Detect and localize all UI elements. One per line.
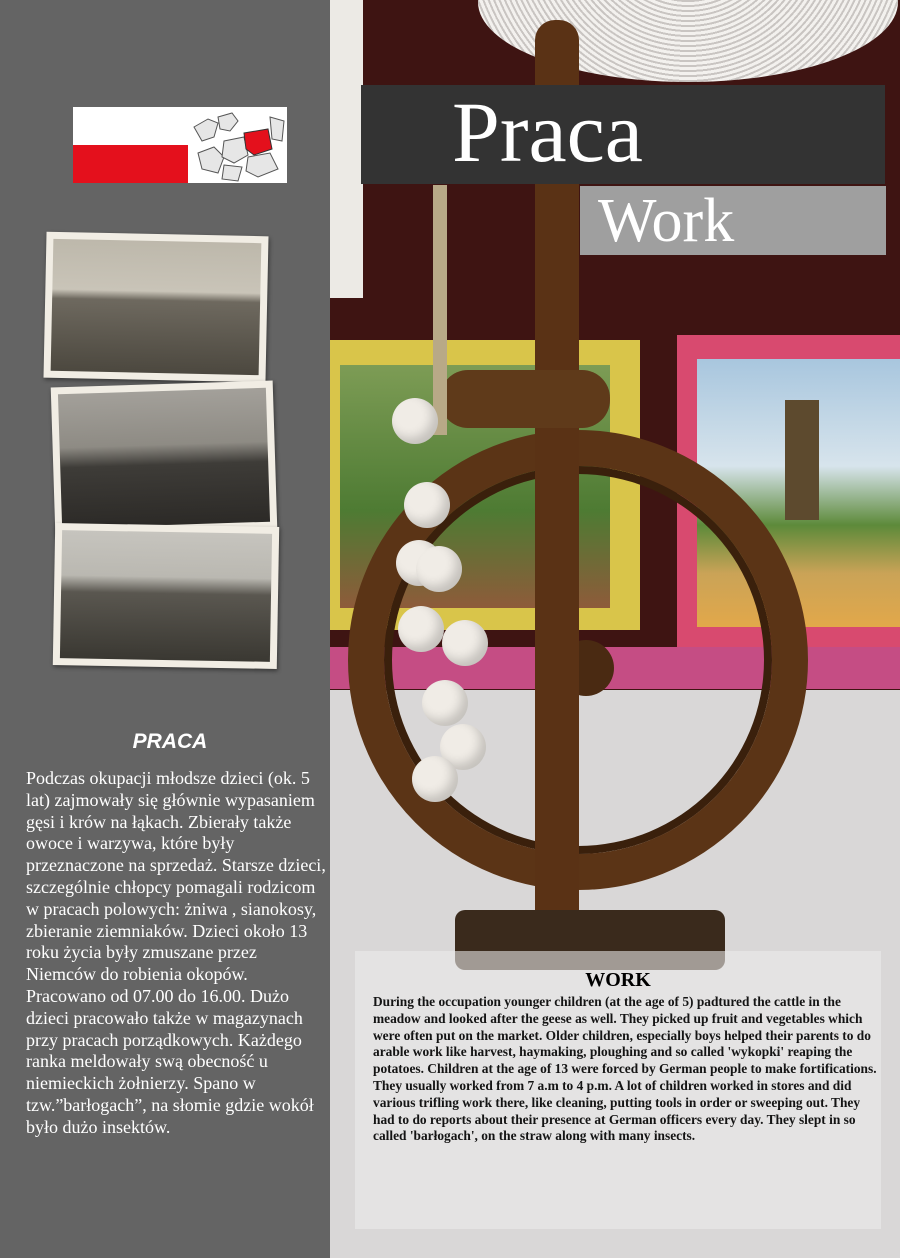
page-title: Praca xyxy=(452,84,643,180)
archival-photo-group-with-church xyxy=(51,381,278,536)
polish-section-body: Podczas okupacji młodsze dzieci (ok. 5 lat) zajmowały się głównie wypasaniem gęsi i krów na łąkach. Zbierały także owoce i warzywa, które były przeznaczone na sprzedaż. Starsze dzieci, szczególnie chłopcy pomagali rodzicom w pracach polowych: żniwa , sianokosy, zbieranie ziemniaków. Dzieci około 13 roku życia były zmuszane przez Niemców do robienia okopów. Pracowano od 07.00 do 16.00. Dużo dzieci pracowało także w magazynach przy pracach porządkowych. Każdego ranka meldowały swą obecność u niemieckich żołnierzy. Spano w tzw.”barłogach”, na słomie gdzie wokół było dużo insektów. xyxy=(26,768,326,1137)
archival-photo-harvest-sheaves xyxy=(53,523,279,669)
europe-map-poland-highlighted xyxy=(188,107,287,183)
polish-flag xyxy=(73,107,188,183)
flag-red-stripe xyxy=(73,145,188,183)
english-section-heading: WORK xyxy=(585,969,651,991)
english-section-body: During the occupation younger children (at the age of 5) padtured the cattle in the meadow and looked after the geese as well. They picked up fruit and vegetables which were often put on the market. Older children, especially boys helped their parents to do arable work like harvest, haymaking, ploughing and so called 'wykopki' reaping the potatoes. Children at the age of 13 were forced by German people to make fortifications. They usually worked from 7 a.m to 4 p.m. A lot of children worked in stores and did various trifling work there, like cleaning, putting tools in order or sweeping out. They had to do reports about their presence at German officers every day. They slept in so called 'barłogach', on the straw along with many insects. xyxy=(373,994,877,1144)
page-subtitle: Work xyxy=(598,187,735,255)
flag-white-stripe xyxy=(73,107,188,145)
polish-section-heading: PRACA xyxy=(132,730,208,753)
garlic-braid xyxy=(433,185,447,435)
archival-photo-field-workers xyxy=(43,232,268,383)
